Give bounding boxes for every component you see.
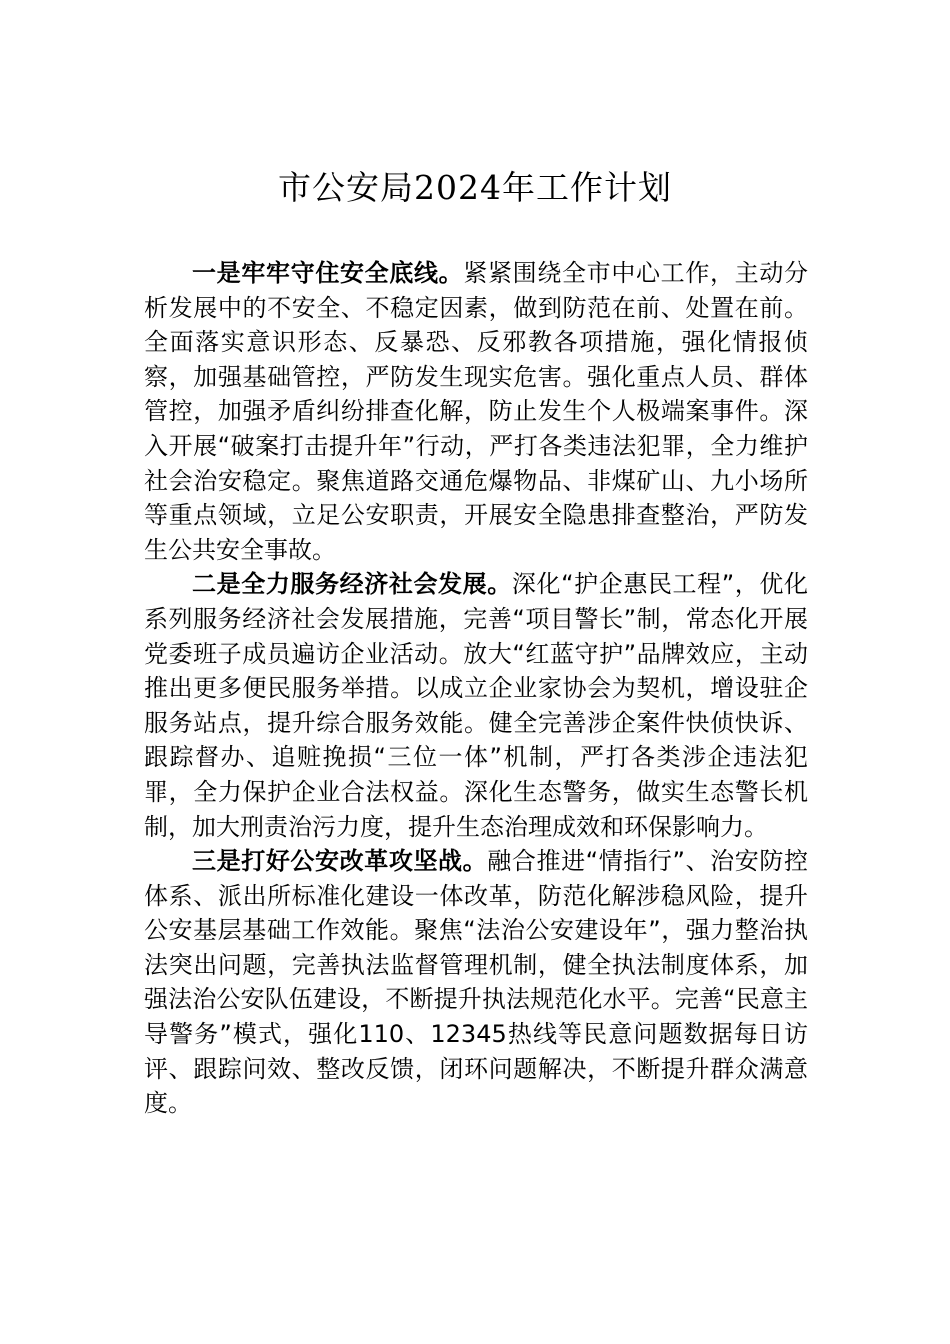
paragraph-3: [144, 844, 808, 1121]
document-body: [144, 256, 808, 1121]
paragraph-1: [144, 256, 808, 567]
paragraph-lead: 三是打好公安改革攻坚战。: [192, 847, 488, 876]
paragraph-text: 深化“护企惠民工程”，优化系列服务经济社会发展措施，完善“项目警长”制，常态化开展党委班子成员遍访企业活动。放大“红蓝守护”品牌效应，主动推出更多便民服务举措。以成立企业家协会为契机，增设驻企服务站点，提升综合服务效能。健全完善涉企案件快侦快诉、跟踪督办、追赃挽损“三位一体”机制，严打各类涉企违法犯罪，全力保护企业合法权益。深化生态警务，做实生态警长机制，加大刑责治污力度，提升生态治理成效和环保影响力。: [144, 570, 809, 841]
paragraph-2: [144, 567, 808, 844]
document-title: 市公安局2024年工作计划: [278, 168, 672, 207]
paragraph-text: 紧紧围绕全市中心工作，主动分析发展中的不安全、不稳定因素，做到防范在前、处置在前。全面落实意识形态、反暴恐、反邪教各项措施，强化情报侦察，加强基础管控，严防发生现实危害。强化重点人员、群体管控，加强矛盾纠纷排查化解，防止发生个人极端案事件。深入开展“破案打击提升年”行动，严打各类违法犯罪，全力维护社会治安稳定。聚焦道路交通危爆物品、非煤矿山、九小场所等重点领域，立足公安职责，开展安全隐患排查整治，严防发生公共安全事故。: [144, 259, 809, 564]
paragraph-lead: 一是牢牢守住安全底线。: [192, 259, 464, 287]
paragraph-text: 融合推进“情指行”、治安防控体系、派出所标准化建设一体改革，防范化解涉稳风险，提升公安基层基础工作效能。聚焦“法治公安建设年”，强力整治执法突出问题，完善执法监督管理机制，健全执法制度体系，加强法治公安队伍建设，不断提升执法规范化水平。完善“民意主导警务”模式，强化110、12345热线等民意问题数据每日访评、跟踪问效、整改反馈，闭环问题解决，不断提升群众满意度。: [144, 847, 808, 1118]
paragraph-lead: 二是全力服务经济社会发展。: [192, 570, 512, 599]
